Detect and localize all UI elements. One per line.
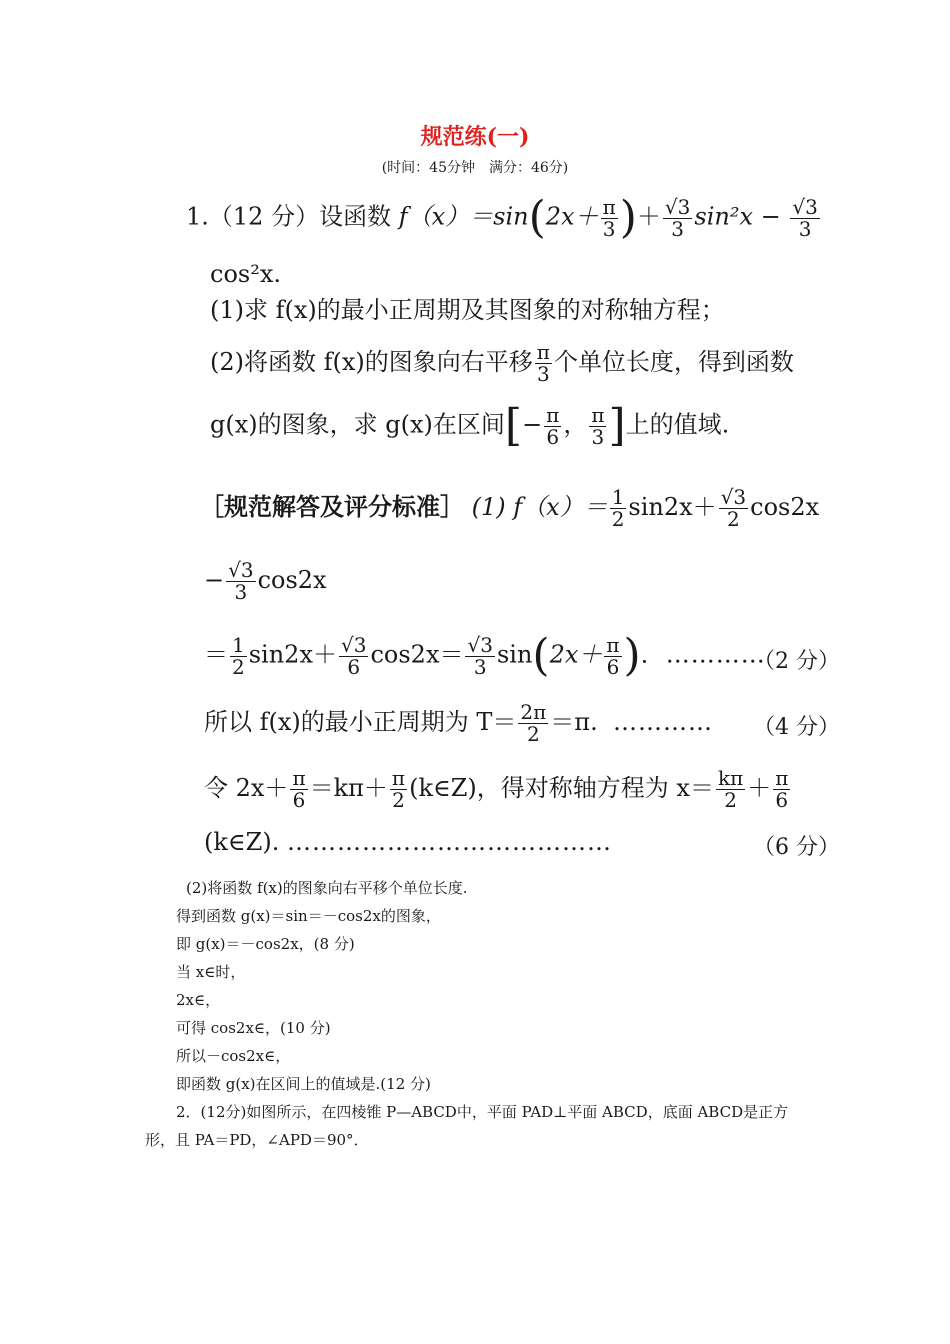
q1-line4: (2)将函数 f(x)的图象向右平移 $\frac{\pi}{3}$ 个单位长度，得到函数 <box>210 340 794 386</box>
paren-close: ) <box>619 192 637 243</box>
q1-line2: cos²x. <box>210 260 281 288</box>
small-line-8: 即函数 g(x)在区间上的值域是.(12 分) <box>176 1075 431 1093</box>
sol-header: ［规范解答及评分标准］ <box>200 492 464 521</box>
q1-line1: 1.（12 分）设函数 f（x）＝sin(2x＋ $\frac{\pi}{3}$ )＋ $\frac{√3}{3}$ sin²x − $\frac{√3}{3}$ <box>186 192 818 243</box>
sol-line6: (k∈Z). ………………………………… <box>204 828 612 856</box>
bracket-close: ] <box>608 400 626 451</box>
score-6: （6 分） <box>753 835 840 860</box>
sol-line3: ＝ $\frac{1}{2}$ sin2x＋ $\frac{√3}{6}$ cos2x＝ $\frac{√3}{3}$ sin(2x＋ $\frac{\pi}{6}$ )．………… <box>204 630 766 681</box>
frac-sqrt3-3: $\frac{√3}{3}$ <box>664 194 691 241</box>
frac-sqrt3-3b: $\frac{√3}{3}$ <box>792 194 818 241</box>
frac-pi-3-shift: $\frac{\pi}{3}$ <box>536 340 550 386</box>
q1-line3: (1)求 f(x)的最小正周期及其图象的对称轴方程； <box>210 296 725 324</box>
score-4: （4 分） <box>753 715 840 740</box>
small-line-1: (2)将函数 f(x)的图象向右平移个单位长度. <box>186 879 468 897</box>
small-line-4: 当 x∈时， <box>176 963 246 981</box>
small-line-3: 即 g(x)＝－cos2x，(8 分) <box>176 935 355 953</box>
q2-line2: 形，且 PA＝PD，∠APD＝90°． <box>145 1131 369 1149</box>
page-title: 规范练(一) <box>420 124 530 150</box>
q1-func: f（x）＝sin <box>398 202 529 231</box>
sol-line4: 所以 f(x)的最小正周期为 T＝ $\frac{2\pi}{2}$ ＝π. ………… <box>204 700 713 746</box>
frac-pi-3-int: $\frac{\pi}{3}$ <box>591 402 605 449</box>
bracket-open: [ <box>504 400 523 451</box>
paren-open: ( <box>528 192 546 243</box>
sol-line2: − $\frac{√3}{3}$ cos2x <box>204 558 327 604</box>
page-subtitle: (时间：45分钟 满分：46分) <box>381 160 569 176</box>
score-2: （2 分） <box>753 649 840 674</box>
q2-line1: 2．(12分)如图所示，在四棱锥 P—ABCD中，平面 PAD⊥平面 ABCD，底面 ABCD是正方 <box>176 1103 789 1121</box>
small-line-5: 2x∈， <box>176 991 221 1009</box>
small-line-6: 可得 cos2x∈，(10 分) <box>176 1019 331 1037</box>
small-line-2: 得到函数 g(x)＝sin＝－cos2x的图象， <box>176 907 441 925</box>
frac-pi-6: $\frac{\pi}{6}$ <box>546 402 560 449</box>
sol-line1: ［规范解答及评分标准］ (1) f（x）＝ $\frac{1}{2}$ sin2x＋ $\frac{√3}{2}$ cos2x <box>200 485 820 531</box>
frac-pi-3: $\frac{\pi}{3}$ <box>602 194 616 241</box>
small-line-7: 所以－cos2x∈， <box>176 1047 291 1065</box>
q1-line5: g(x)的图象，求 g(x)在区间[− $\frac{\pi}{6}$ ， $\frac{\pi}{3}$ ]上的值域. <box>210 400 730 451</box>
q1-inner: 2x＋ <box>545 202 599 231</box>
q1-prefix: 1.（12 分）设函数 <box>186 202 392 231</box>
sol-line5: 令 2x＋ $\frac{\pi}{6}$ ＝kπ＋ $\frac{\pi}{2}$ (k∈Z)，得对称轴方程为 x＝ $\frac{k\pi}{2}$ ＋ $\frac{\pi}{6}$ <box>204 766 789 812</box>
